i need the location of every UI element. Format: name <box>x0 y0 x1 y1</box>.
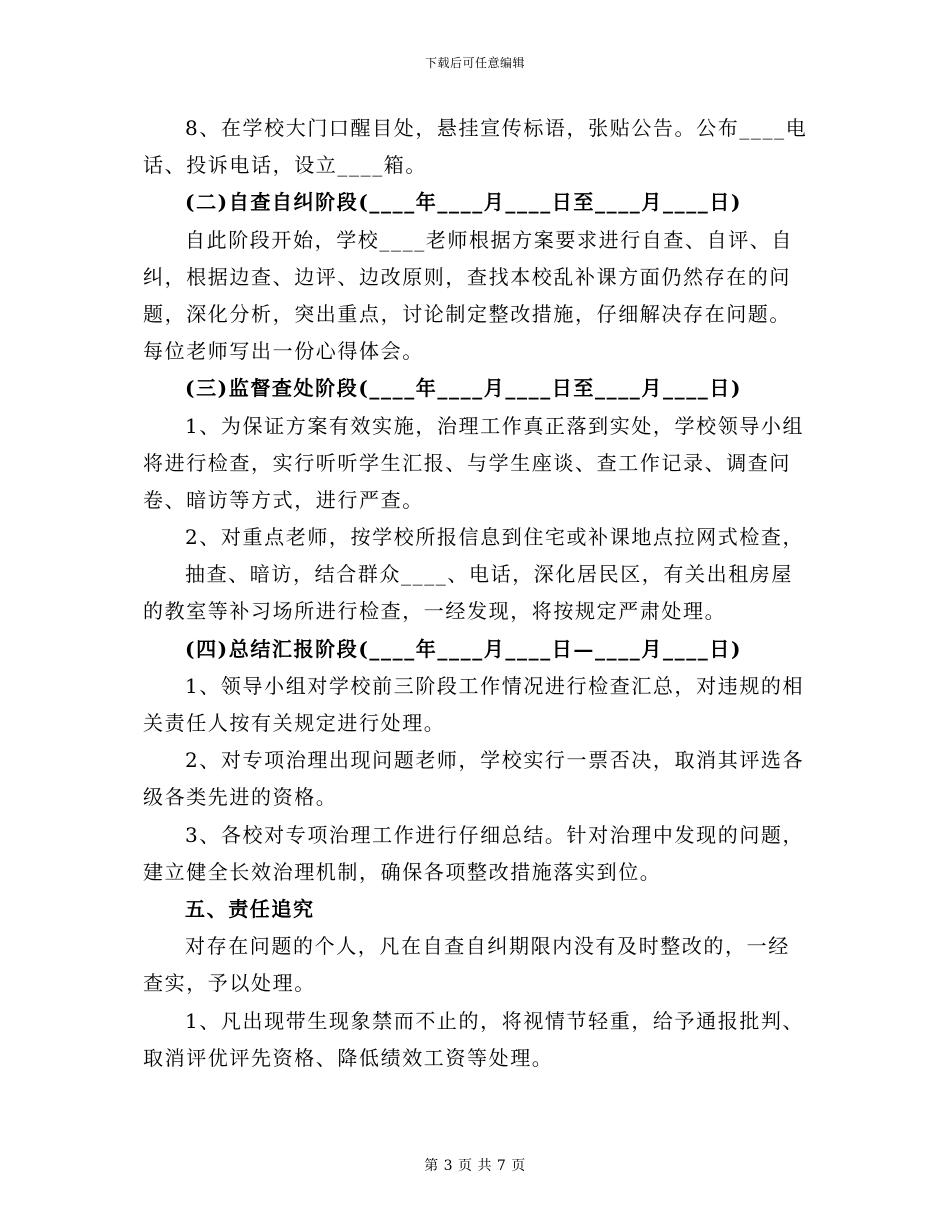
paragraph-line: 每位老师写出一份心得体会。 <box>143 339 424 364</box>
paragraph-line: 8、在学校大门口醒目处，悬挂宣传标语，张贴公告。公布____电 <box>185 116 808 140</box>
page-header-note: 下载后可任意编辑 <box>424 56 525 70</box>
paragraph-line: 2、对专项治理出现问题老师，学校实行一票否决，取消其评选各 <box>185 748 805 773</box>
section-heading: (四)总结汇报阶段(____年____月____日—____月____日) <box>185 636 743 661</box>
paragraph-line: 对存在问题的个人，凡在自查自纠期限内没有及时整改的，一经 <box>185 934 790 959</box>
paragraph-line: 建立健全长效治理机制，确保各项整改措施落实到位。 <box>143 859 662 884</box>
section-heading: (二)自查自纠阶段(____年____月____日至____月____日) <box>185 190 743 215</box>
paragraph-line: 2、对重点老师，按学校所报信息到住宅或补课地点拉网式检查， <box>185 525 805 550</box>
section-heading: (三)监督查处阶段(____年____月____日至____月____日) <box>185 376 743 401</box>
paragraph-line: 级各类先进的资格。 <box>143 785 338 810</box>
paragraph-line: 查实，予以处理。 <box>143 971 316 996</box>
paragraph-line: 卷、暗访等方式，进行严查。 <box>143 487 424 512</box>
document-body <box>143 110 808 1077</box>
paragraph-line: 取消评优评先资格、降低绩效工资等处理。 <box>143 1045 554 1070</box>
section-heading: 五、责任追究 <box>185 896 315 921</box>
paragraph-line: 1、为保证方案有效实施，治理工作真正落到实处，学校领导小组 <box>185 413 805 438</box>
paragraph-line: 3、各校对专项治理工作进行仔细总结。针对治理中发现的问题， <box>185 822 805 847</box>
paragraph-line: 关责任人按有关规定进行处理。 <box>143 711 446 735</box>
paragraph-line: 的教室等补习场所进行检查，一经发现，将按规定严肃处理。 <box>143 599 727 624</box>
paragraph-line: 自此阶段开始，学校____老师根据方案要求进行自查、自评、自 <box>185 227 793 252</box>
paragraph-line: 1、凡出现带生现象禁而不止的，将视情节轻重，给予通报批判、 <box>185 1008 805 1033</box>
page-footer-number: 第 3 页 共 7 页 <box>424 1158 526 1174</box>
paragraph-line: 话、投诉电话，设立____箱。 <box>143 153 427 178</box>
paragraph-line: 纠，根据边查、边评、边改原则，查找本校乱补课方面仍然存在的问 <box>143 264 791 289</box>
paragraph-line: 抽查、暗访，结合群众____、电话，深化居民区，有关出租房屋 <box>185 562 793 587</box>
paragraph-line: 题，深化分析，突出重点，讨论制定整改措施，仔细解决存在问题。 <box>143 301 791 326</box>
paragraph-line: 将进行检查，实行听听学生汇报、与学生座谈、查工作记录、调查问 <box>143 450 791 475</box>
paragraph-line: 1、领导小组对学校前三阶段工作情况进行检查汇总，对违规的相 <box>185 673 805 698</box>
